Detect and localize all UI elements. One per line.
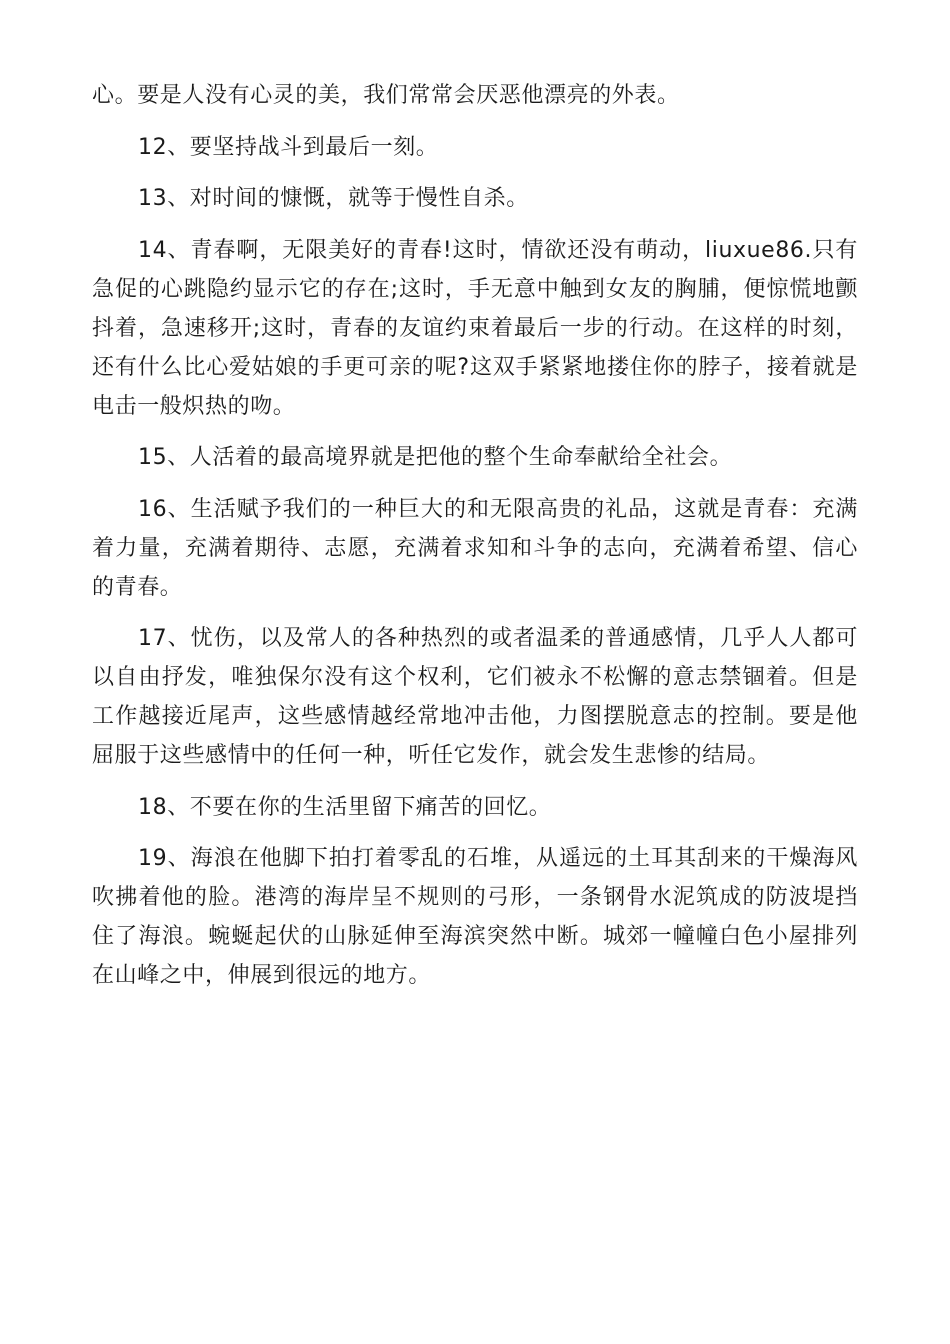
paragraph-12: 12、要坚持战斗到最后一刻。: [138, 134, 439, 160]
paragraph-11-continuation: 心。要是人没有心灵的美，我们常常会厌恶他漂亮的外表。: [92, 83, 680, 108]
paragraph-17: 17、忧伤，以及常人的各种热烈的或者温柔的普通感情，几乎人人都可以自由抒发，唯独保尔没有这个权利，它们被永不松懈的意志禁锢着。但是工作越接近尾声，这些感情越经常地冲击他，力图摆脱意志的控制。要是他屈服于这些感情中的任何一种，听任它发作，就会发生悲惨的结局。: [92, 626, 858, 768]
paragraph-19: 19、海浪在他脚下拍打着零乱的石堆，从遥远的土耳其刮来的干燥海风吹拂着他的脸。港湾的海岸呈不规则的弓形，一条钢骨水泥筑成的防波堤挡住了海浪。蜿蜒起伏的山脉延伸至海滨突然中断。城郊一幢幢白色小屋排列在山峰之中，伸展到很远的地方。: [92, 846, 858, 988]
paragraph-15: 15、人活着的最高境界就是把他的整个生命奉献给全社会。: [138, 445, 733, 470]
paragraph-14: 14、青春啊，无限美好的青春!这时，情欲还没有萌动，liuxue86.只有急促的心跳隐约显示它的存在;这时，手无意中触到女友的胸脯，便惊慌地颤抖着，急速移开;这时，青春的友谊约束着最后一步的行动。在这样的时刻，还有什么比心爱姑娘的手更可亲的呢?这双手紧紧地搂住你的脖子，接着就是电击一般炽热的吻。: [92, 237, 858, 419]
document-page: [92, 76, 858, 1008]
paragraph-13: 13、对时间的慷慨，就等于慢性自杀。: [138, 186, 529, 211]
paragraph-18: 18、不要在你的生活里留下痛苦的回忆。: [138, 794, 552, 820]
paragraph-16: 16、生活赋予我们的一种巨大的和无限高贵的礼品，这就是青春：充满着力量，充满着期待、志愿，充满着求知和斗争的志向，充满着希望、信心的青春。: [92, 496, 858, 600]
